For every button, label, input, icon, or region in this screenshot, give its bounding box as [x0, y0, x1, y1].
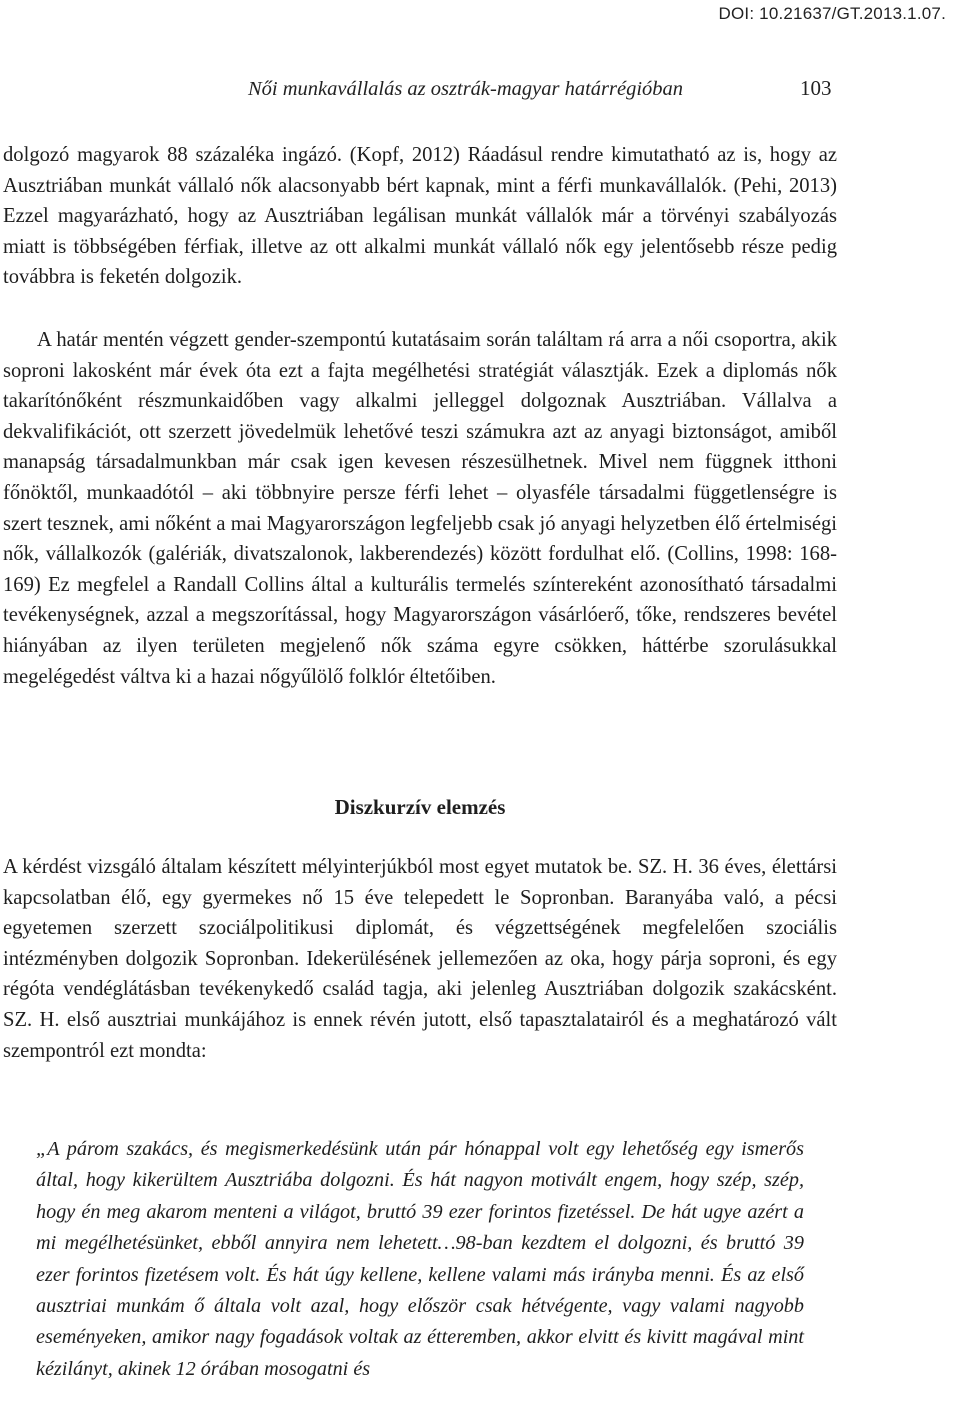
- body-paragraph-1: dolgozó magyarok 88 százaléka ingázó. (Kopf, 2012) Ráadásul rendre kimutatható az is, hogy az Ausztriában munkát vállaló nők alacsonyabb bért kapnak, mint a férfi munkavállalók. (Pehi, 2013) Ezzel magyarázható, hogy az Ausztriában legálisan munkát vállalók már a törvényi szabályozás miatt is többségében férfiak, illetve az ott alkalmi munkát vállaló nők egy jelentősebb része pedig továbbra is feketén dolgozik.: [3, 144, 837, 289]
- body-paragraph-2: A határ mentén végzett gender-szempontú kutatásaim során találtam rá arra a női csoportra, akik soproni lakosként már évek óta ezt a fajta megélhetési stratégiát választják. Ezek a diplomás nők takarítónőként részmunkaidőben vagy alkalmi jelleggel dolgoznak Ausztriában. Vállalva a dekvalifikációt, ott szerzett jövedelmük lehetővé teszi számukra azt az anyagi biztonságot, amiből manapság társadalmunkban már csak igen kevesen részesülhetnek. Mivel nem függnek itthoni főnöktől, munkaadótól – aki többnyire persze férfi lehet – olyasféle társadalmi függetlenségre is szert tesznek, ami nőként a mai Magyarországon legfeljebb csak jó anyagi helyzetben élő értelmiségi nők, vállalkozók (galériák, divatszalonok, lakberendezés) között fordulhat elő. (Collins, 1998: 168-169) Ez megfelel a Randall Collins által a kulturális termelés színtereként azonosítható társadalmi tevékenységnek, azzal a megszorítással, hogy Magyarországon vásárlóerő, tőke, rendszeres bevétel hiányában az ilyen területen megjelenő nők száma egyre csökken, háttérbe szorulásukkal megelégedést váltva ki a hazai nőgyűlölő folklór éltetőiben.: [3, 329, 837, 688]
- body-paragraph-3: A kérdést vizsgáló általam készített mélyinterjúkból most egyet mutatok be. SZ. H. 36 éves, élettársi kapcsolatban élő, egy gyermekes nő 15 éve telepedett le Sopronban. Baranyába való, a pécsi egyetemen szerzett szociálpolitikusi diplomát, és végzettségének megfelelően szociális intézményben dolgozik Sopronban. Idekerülésének jellemezően az oka, hogy párja soproni, és egy régóta vendéglátásban tevékenykedő család tagja, aki jelenleg Ausztriában dolgozik szakácsként. SZ. H. első ausztriai munkájához is ennek révén jutott, első tapasztalatairól és a meghatározó vált szempontról ezt mondta:: [3, 856, 837, 1062]
- running-header: Női munkavállalás az osztrák-magyar határrégióban: [248, 78, 684, 100]
- interview-quote: „A párom szakács, és megismerkedésünk után pár hónappal volt egy lehetőség egy ismerős által, hogy kikerültem Ausztriába dolgozni. És hát nagyon motivált engem, hogy szép, szép, hogy én meg akarom menteni a világot, bruttó 39 ezer forintos fizetéssel. De hát ugye azért a mi megélhetésünket, ebből annyira nem lehetett…98-ban kezdtem el dolgozni, és bruttó 39 ezer forintos fizetésem volt. És hát úgy kellene, kellene valami más irányba menni. És az első ausztriai munkám ő általa volt azal, hogy először csak hétvégente, vagy valami nagyobb eseményeken, amikor nagy fogadások voltak az étteremben, akkor elvitt és kivitt magával mint kézilányt, akinek 12 órában mosogatni és: [36, 1138, 804, 1380]
- section-heading: Diszkurzív elemzés: [334, 795, 506, 819]
- doi-label: DOI: 10.21637/GT.2013.1.07.: [718, 4, 946, 23]
- page-number: 103: [800, 76, 832, 100]
